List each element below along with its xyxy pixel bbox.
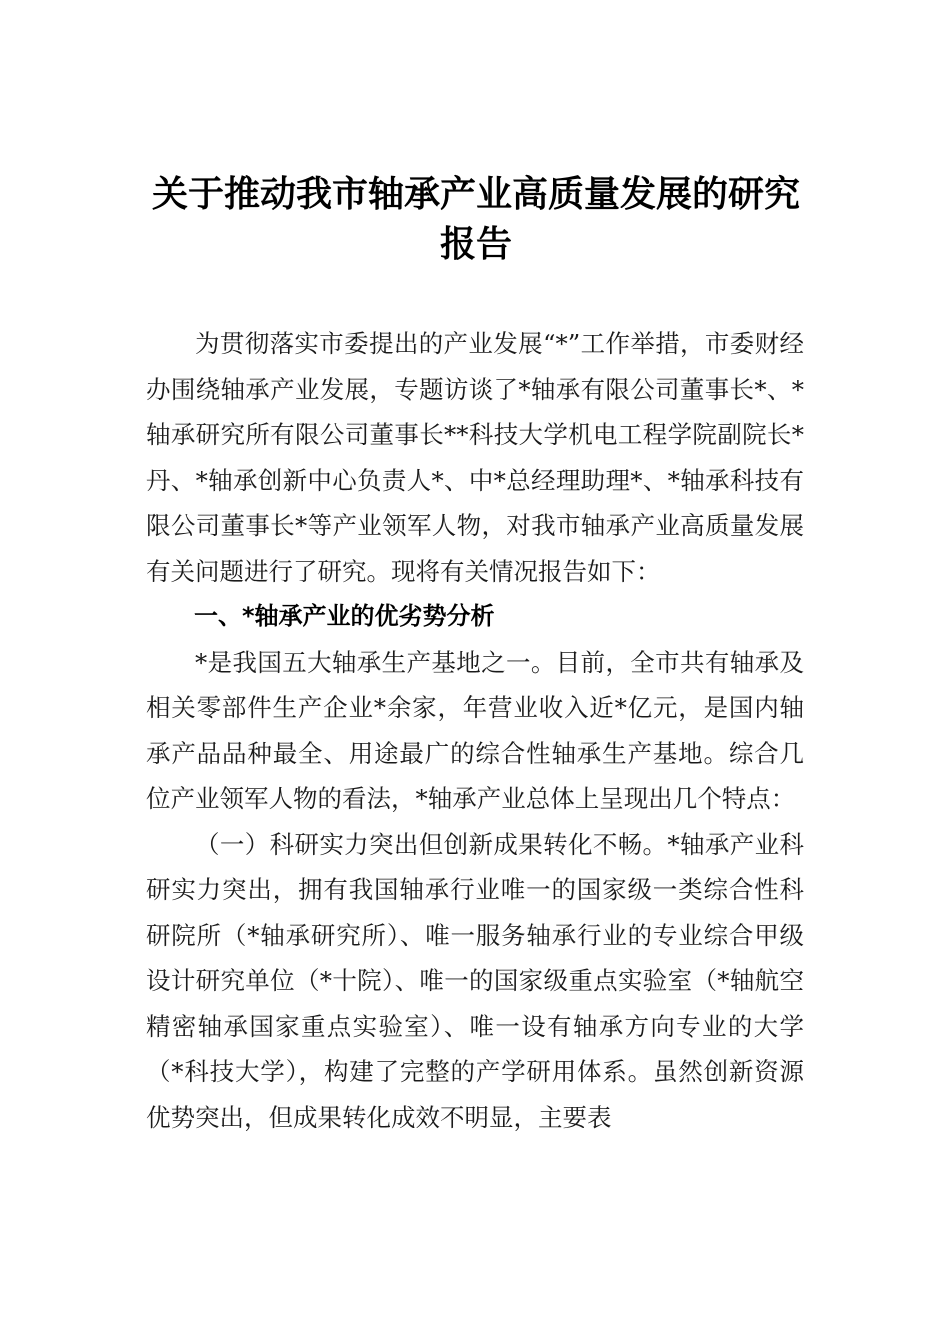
section-paragraph-2: （一）科研实力突出但创新成果转化不畅。*轴承产业科研实力突出，拥有我国轴承行业唯一的国家级一类综合性科研院所（*轴承研究所）、唯一服务轴承行业的专业综合甲级设计研究单位（*十院）、唯一的国家级重点实验室（*轴航空精密轴承国家重点实验室）、唯一设有轴承方向专业的大学（*科技大学），构建了完整的产学研用体系。虽然创新资源优势突出，但成果转化成效不明显，主要表 <box>146 829 804 1132</box>
intro-paragraph: 为贯彻落实市委提出的产业发展“*”工作举措，市委财经办围绕轴承产业发展，专题访谈了*轴承有限公司董事长*、*轴承研究所有限公司董事长**科技大学机电工程学院副院长*丹、*轴承创新中心负责人*、中*总经理助理*、*轴承科技有限公司董事长*等产业领军人物，对我市轴承产业高质量发展有关问题进行了研究。现将有关情况报告如下： <box>146 329 804 586</box>
section-paragraph-1: *是我国五大轴承生产基地之一。目前，全市共有轴承及相关零部件生产企业*余家，年营业收入近*亿元，是国内轴承产品品种最全、用途最广的综合性轴承生产基地。综合几位产业领军人物的看法，*轴承产业总体上呈现出几个特点： <box>146 647 804 813</box>
document-title-line-1: 关于推动我市轴承产业高质量发展的研究 <box>151 173 800 215</box>
section-heading: 一、*轴承产业的优劣势分析 <box>194 602 495 630</box>
document-title-line-2: 报告 <box>439 223 512 265</box>
document-body <box>146 321 804 1140</box>
